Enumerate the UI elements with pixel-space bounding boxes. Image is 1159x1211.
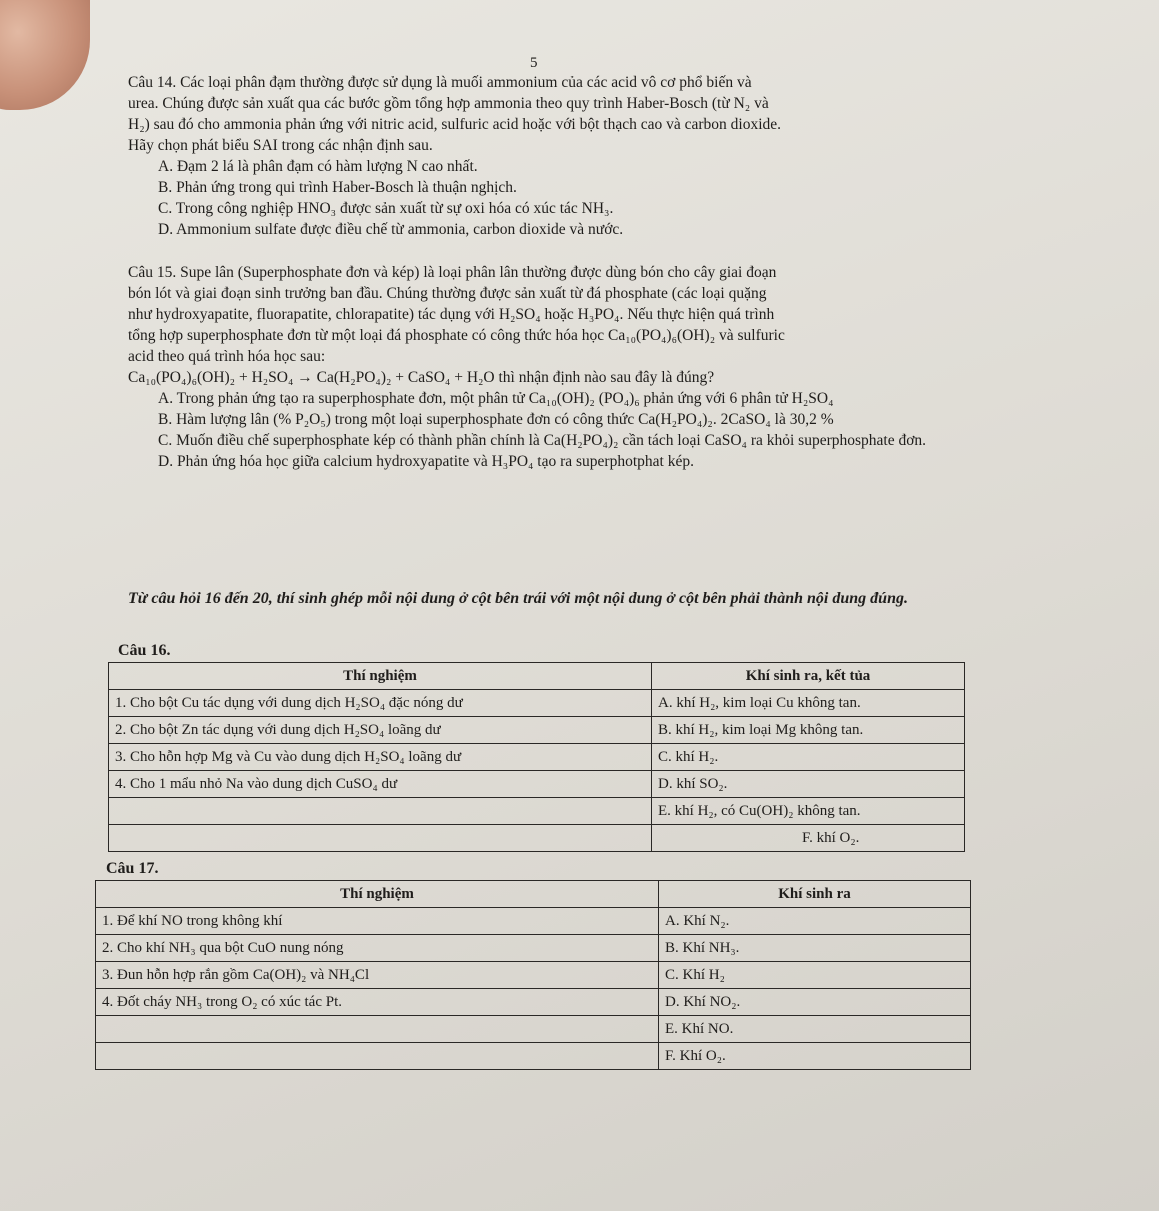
experiment-cell: 4. Đốt cháy NH₃ trong O₂ có xúc tác Pt. <box>96 989 659 1016</box>
q15-option-d: D. Phản ứng hóa học giữa calcium hydroxyapatite và H₃PO₄ tạo ra superphotphat kép. <box>158 453 694 470</box>
table-row <box>96 935 971 962</box>
matching-instruction: Từ câu hỏi 16 đến 20, thí sinh ghép mỗi nội dung ở cột bên trái với một nội dung ở cột bên phải thành nội dung đúng. <box>128 590 908 607</box>
result-cell: F. Khí O₂. <box>659 1043 971 1070</box>
table-row <box>109 744 965 771</box>
experiment-cell <box>96 1016 659 1043</box>
q15-option-c: C. Muốn điều chế superphosphate kép có thành phần chính là Ca(H₂PO₄)₂ cần tách loại CaSO₄ ra khỏi superphosphate đơn. <box>158 432 927 449</box>
q15-stem-line: acid theo quá trình hóa học sau: <box>128 348 326 365</box>
result-cell: E. Khí NO. <box>659 1016 971 1043</box>
table-row <box>109 798 965 825</box>
result-cell: A. Khí N₂. <box>659 908 971 935</box>
result-cell: E. khí H₂, có Cu(OH)₂ không tan. <box>652 798 965 825</box>
q14-option-b: B. Phản ứng trong qui trình Haber-Bosch là thuận nghịch. <box>158 179 517 196</box>
q17-table <box>95 880 971 1070</box>
q15-stem-line: Câu 15. Supe lân (Superphosphate đơn và kép) là loại phân lân thường được dùng bón cho cây giai đoạn <box>128 264 777 281</box>
table-row <box>96 1043 971 1070</box>
q14-stem-line: H₂) sau đó cho ammonia phản ứng với nitric acid, sulfuric acid hoặc với bột thạch cao và carbon dioxide. <box>128 116 782 133</box>
result-cell: D. Khí NO₂. <box>659 989 971 1016</box>
column-header: Thí nghiệm <box>109 663 652 690</box>
q15-option-a: A. Trong phản ứng tạo ra superphosphate đơn, một phân tử Ca₁₀(OH)₂ (PO₄)₆ phản ứng với 6 phân tử H₂SO₄ <box>158 390 834 407</box>
q17-title: Câu 17. <box>106 860 159 877</box>
q15-option-b: B. Hàm lượng lân (% P₂O₅) trong một loại superphosphate đơn có công thức Ca(H₂PO₄)₂. 2CaSO₄ là 30,2 % <box>158 411 834 428</box>
table-row <box>96 989 971 1016</box>
page-number: 5 <box>530 55 538 71</box>
experiment-cell: 3. Cho hỗn hợp Mg và Cu vào dung dịch H₂SO₄ loãng dư <box>109 744 652 771</box>
experiment-cell <box>109 825 652 852</box>
table-row <box>96 908 971 935</box>
experiment-cell: 1. Để khí NO trong không khí <box>96 908 659 935</box>
q15-stem-line: bón lót và giai đoạn sinh trưởng ban đầu. Chúng thường được sản xuất từ đá phosphate (các loại quặng <box>128 285 767 302</box>
question-15 <box>128 262 1138 472</box>
q14-option-a: A. Đạm 2 lá là phân đạm có hàm lượng N cao nhất. <box>158 158 478 175</box>
q16-table <box>108 662 965 852</box>
column-header: Khí sinh ra <box>659 881 971 908</box>
table-header-row <box>109 663 965 690</box>
q15-stem-line: Ca₁₀(PO₄)₆(OH)₂ + H₂SO₄ → Ca(H₂PO₄)₂ + CaSO₄ + H₂O thì nhận định nào sau đây là đúng? <box>128 369 715 386</box>
result-cell: B. Khí NH₃. <box>659 935 971 962</box>
experiment-cell <box>96 1043 659 1070</box>
experiment-cell: 1. Cho bột Cu tác dụng với dung dịch H₂SO₄ đặc nóng dư <box>109 690 652 717</box>
experiment-cell: 4. Cho 1 mẩu nhỏ Na vào dung dịch CuSO₄ dư <box>109 771 652 798</box>
column-header: Khí sinh ra, kết tủa <box>652 663 965 690</box>
q14-option-d: D. Ammonium sulfate được điều chế từ ammonia, carbon dioxide và nước. <box>158 221 624 238</box>
q14-stem-line: urea. Chúng được sản xuất qua các bước gồm tổng hợp ammonia theo quy trình Haber-Bosch (từ N₂ và <box>128 95 769 112</box>
question-14 <box>128 72 1128 240</box>
table-row <box>96 1016 971 1043</box>
q16-title: Câu 16. <box>118 642 171 659</box>
column-header: Thí nghiệm <box>96 881 659 908</box>
q14-stem-line: Hãy chọn phát biểu SAI trong các nhận định sau. <box>128 137 433 154</box>
q15-stem-line: như hydroxyapatite, fluorapatite, chlorapatite) tác dụng với H₂SO₄ hoặc H₃PO₄. Nếu thực hiện quá trình <box>128 306 775 323</box>
result-cell: B. khí H₂, kim loại Mg không tan. <box>652 717 965 744</box>
experiment-cell <box>109 798 652 825</box>
experiment-cell: 2. Cho bột Zn tác dụng với dung dịch H₂SO₄ loãng dư <box>109 717 652 744</box>
table-row <box>109 690 965 717</box>
q14-stem-line: Câu 14. Các loại phân đạm thường được sử dụng là muối ammonium của các acid vô cơ phổ biến và <box>128 74 752 91</box>
q14-option-c: C. Trong công nghiệp HNO₃ được sản xuất từ sự oxi hóa có xúc tác NH₃. <box>158 200 614 217</box>
experiment-cell: 3. Đun hỗn hợp rắn gồm Ca(OH)₂ và NH₄Cl <box>96 962 659 989</box>
result-cell: A. khí H₂, kim loại Cu không tan. <box>652 690 965 717</box>
table-row <box>109 771 965 798</box>
table-row <box>109 825 965 852</box>
experiment-cell: 2. Cho khí NH₃ qua bột CuO nung nóng <box>96 935 659 962</box>
q15-stem-line: tổng hợp superphosphate đơn từ một loại đá phosphate có công thức hóa học Ca₁₀(PO₄)₆(OH)₂ và sulfuric <box>128 327 785 344</box>
result-cell: C. Khí H₂ <box>659 962 971 989</box>
table-header-row <box>96 881 971 908</box>
result-cell: F. khí O₂. <box>652 825 965 852</box>
finger-photo-artifact <box>0 0 90 110</box>
table-row <box>96 962 971 989</box>
result-cell: D. khí SO₂. <box>652 771 965 798</box>
result-cell: C. khí H₂. <box>652 744 965 771</box>
table-row <box>109 717 965 744</box>
